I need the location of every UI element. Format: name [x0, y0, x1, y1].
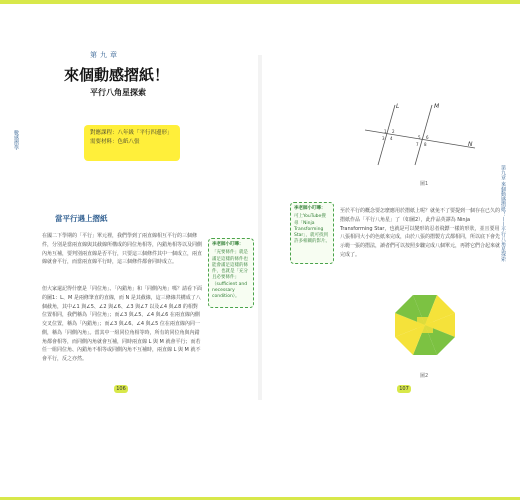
angle-7: 7 [416, 142, 419, 147]
angle-4: 4 [390, 136, 393, 141]
teacher-note-right [290, 202, 334, 264]
book-gutter [258, 55, 262, 400]
angle-2: 2 [392, 129, 395, 134]
page-number-left: 106 [114, 385, 128, 393]
note-title: 李老師小叮嚀： [294, 206, 326, 211]
paragraph-right: 至於平行的概念要怎麼應用於摺紙上呢？就免不了要提到一個存在已久的摺紙作品「平行八角星」了（如圖2），此作品英譯為 Ninja Transforming Star，也就是可以變形的忍者飛鏢一樣的形狀，並且要用八張相同大小的色紙來完成，由於八張的摺製方式都相同，所以底下會先示範一張的摺法，讀者們可以按照步驟完成八個單元，再將它們合起來就完成了。 [340, 208, 501, 258]
page-subtitle: 平行八角星探索 [90, 88, 146, 97]
section-title: 當平行遇上摺紙 [55, 214, 108, 223]
angle-8: 8 [424, 142, 427, 147]
angle-3: 3 [382, 136, 385, 141]
curriculum-line-1: 對應課程：八年級「平行四邊形」 [90, 130, 173, 136]
angle-6: 6 [426, 135, 429, 140]
note-title: 李老師小叮嚀： [212, 242, 244, 247]
figure-2-caption: 圖2 [420, 373, 429, 379]
top-accent-bar [0, 0, 520, 4]
chapter-label: 第九章 [90, 51, 120, 59]
angle-1: 1 [384, 129, 387, 134]
paragraph-1: 在國二下學期的「平行」單元裡，我們學到了兩直線相互平行的三個條件，分別是當兩直線與其截線所構成的同位角相等，內錯角相等以及同側內角互補，要判別兩直線是否平行，只要這三個條件其中一個成立，兩直線就會平行，而當兩直線平行時，這三個條件都會同時成立。 [42, 233, 203, 266]
figure-1-parallel-lines [360, 100, 480, 170]
label-L: L [396, 103, 400, 110]
curriculum-line-2: 需要材料：色紙八張 [90, 138, 140, 145]
curriculum-box [84, 125, 180, 161]
paragraph-2: 但大家還記得什麼是「同位角」、「內錯角」和「同側內角」嗎？請看下面的圖1：L、M 是兩條筆直的直線，而 N 是其截線，這三條線共構成了八個截角，其中∠1 與∠5、∠2 與∠6、∠3 與∠7 以及∠4 與∠8 的相對位置相同，我們稱為「同位角」；而∠3 與∠5、∠4 與∠6 在兩直線內側交叉位置，稱為「內錯角」；而∠3 與∠6、∠4 與∠5 位在兩直線內同一側，稱為「同側內角」。當其中一組同位角相等時，所有的同位角與內錯角都會相等，而同側內角就會互補，同時兩直線 L 與 M 就會平行；而若任一組同位角、內錯角不相等或同側內角不互補時，兩直線 L 與 M 就不會平行，反之亦然。 [42, 286, 203, 362]
note-text: 可上YouTube搜尋「Ninja Transforming Star」，就可找到許多相關的影片。 [294, 214, 330, 245]
label-N: N [468, 141, 473, 148]
teacher-note-left [208, 238, 254, 308]
angle-5: 5 [418, 135, 421, 140]
note-text: 「充要條件」就是滿足這樣的條件也能會滿足這樣的條件，也就是「充分且必要條件」（sufficient and necessary condition）。 [212, 250, 248, 300]
label-M: M [434, 103, 440, 110]
left-side-label: 數感摺學 [13, 130, 19, 150]
right-side-label: 第九章 來個動感摺紙！——平行八角星探索 [500, 165, 506, 262]
figure-1-caption: 圖1 [420, 181, 429, 187]
page-number-right: 107 [397, 385, 411, 393]
figure-2-origami-star [370, 285, 480, 365]
page-title: 來個動感摺紙！ [64, 66, 170, 84]
